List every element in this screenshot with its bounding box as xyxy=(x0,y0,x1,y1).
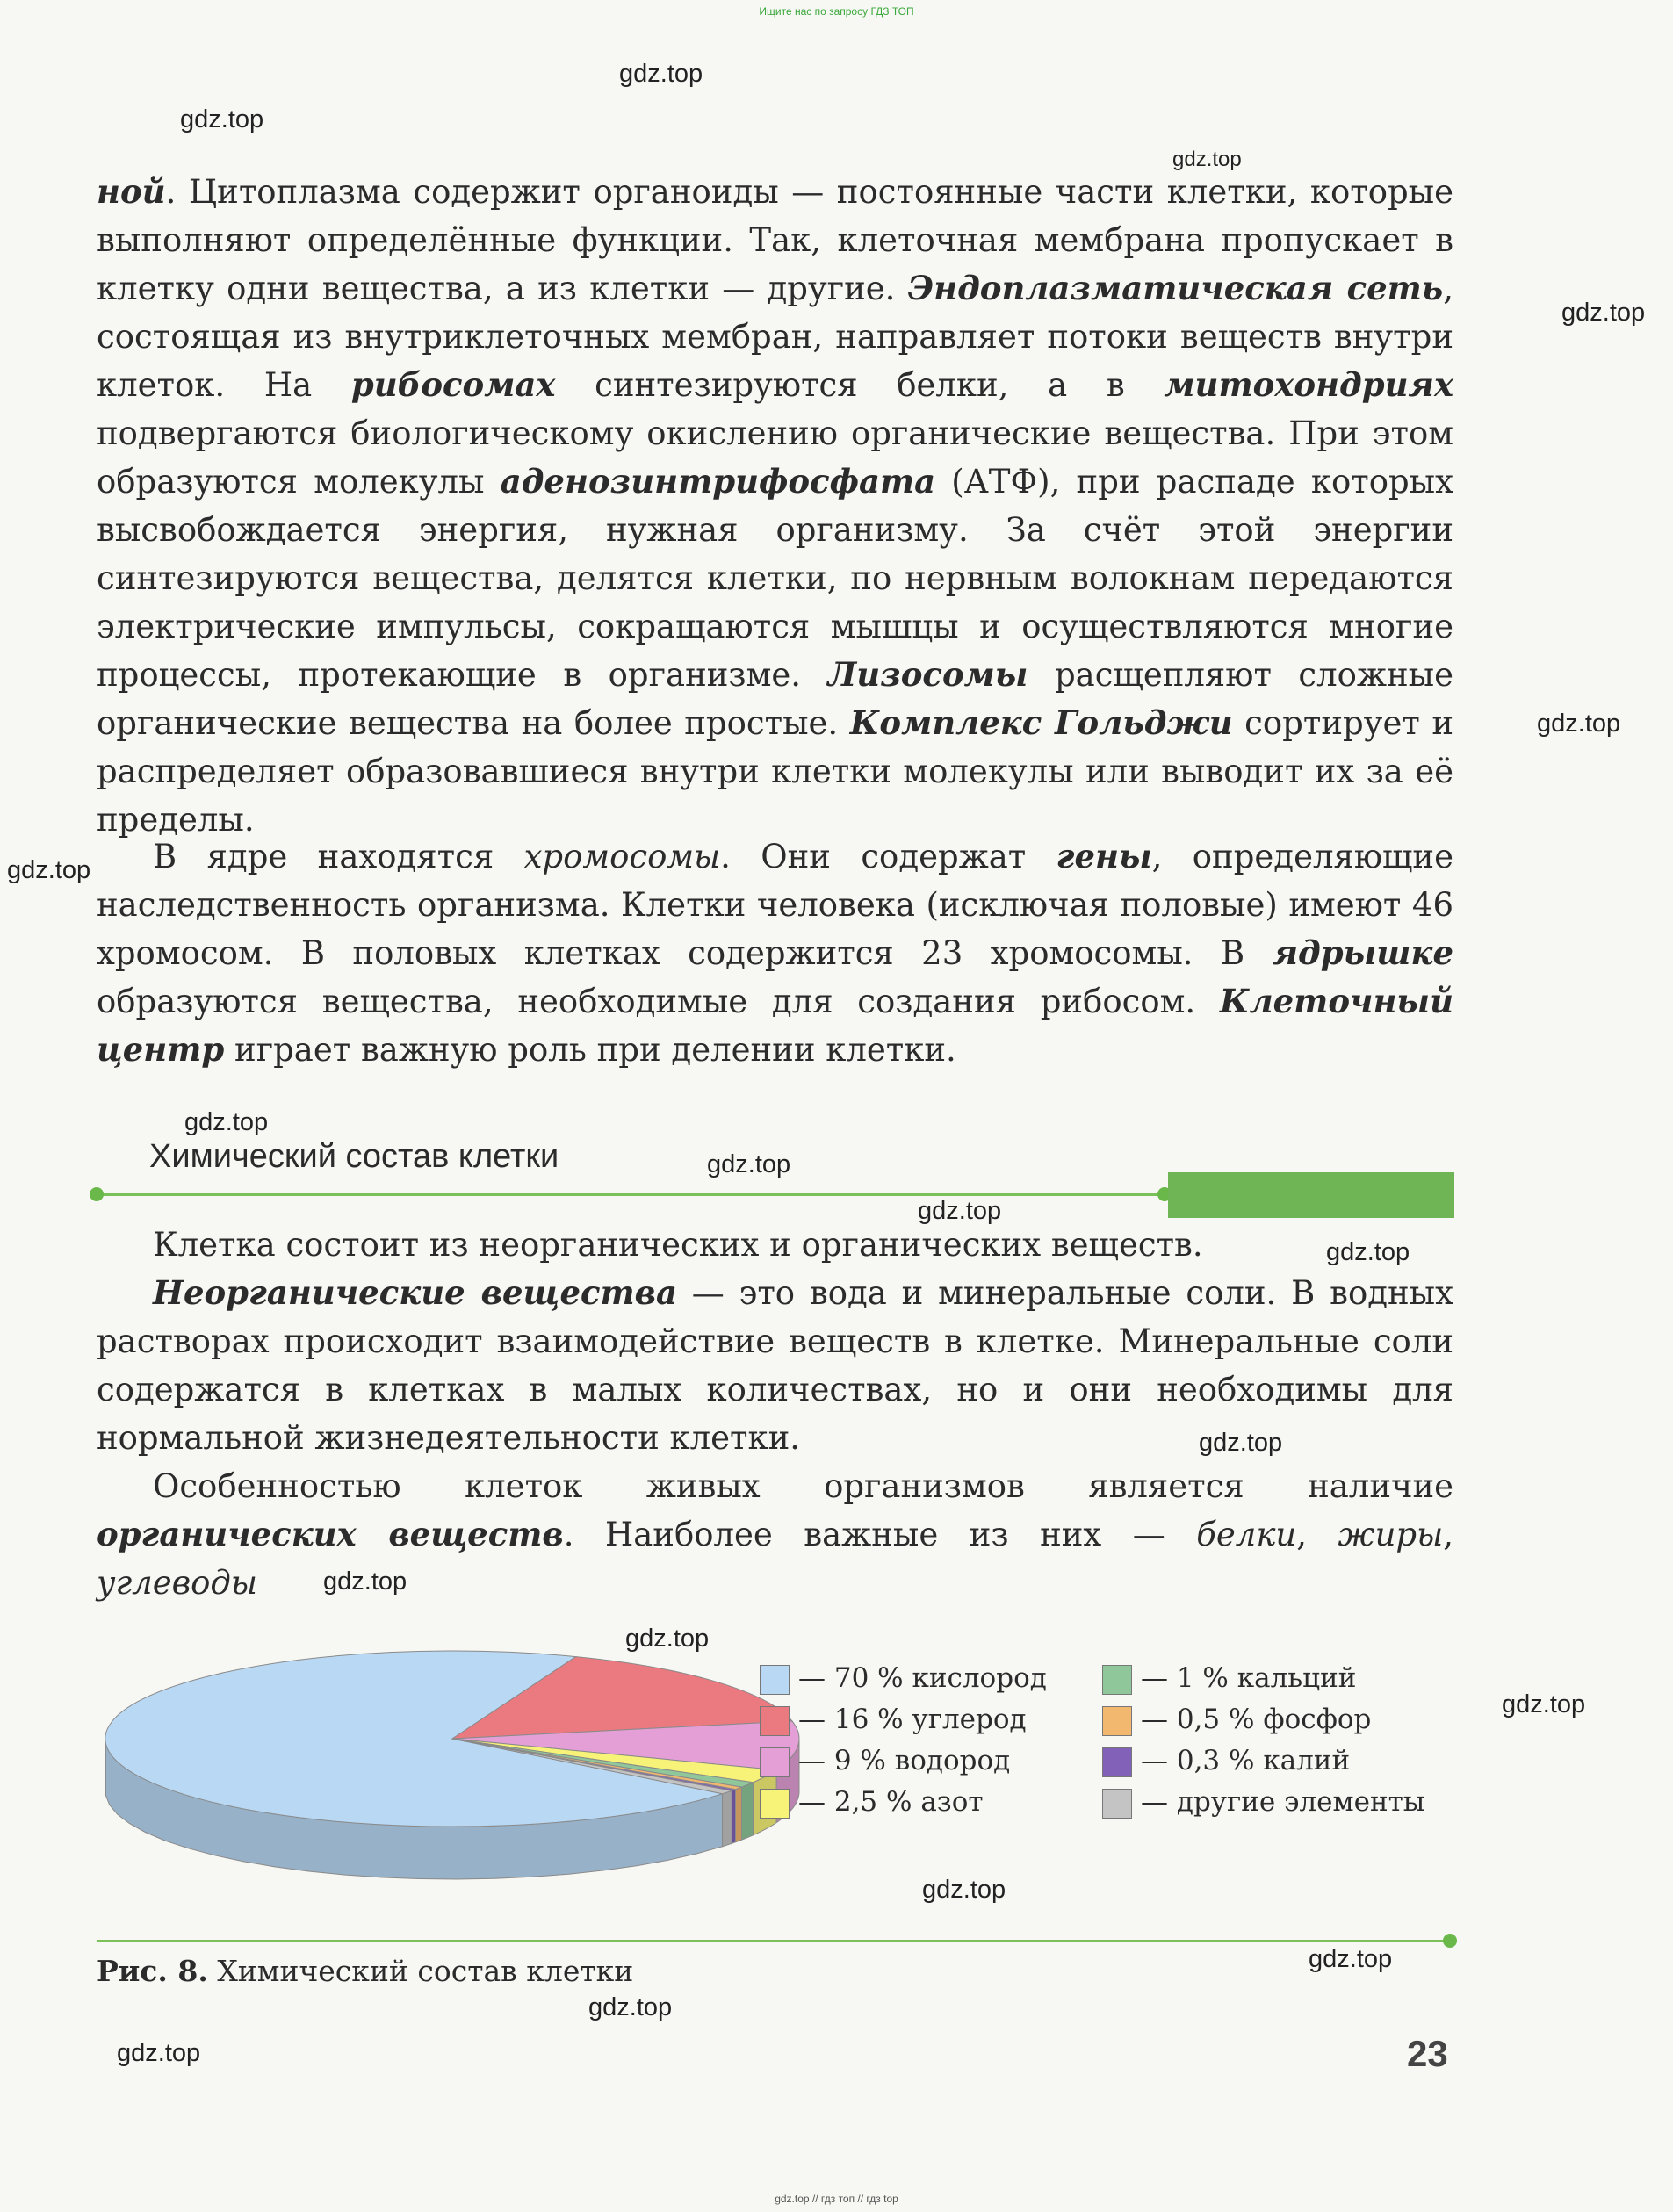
pie-side-6 xyxy=(732,1790,735,1844)
watermark: gdz.top xyxy=(1172,148,1242,171)
pie-side-5 xyxy=(736,1787,742,1842)
watermark: gdz.top xyxy=(625,1625,710,1653)
pie-side-4 xyxy=(742,1783,754,1840)
text-run: синтезируются белки, а в xyxy=(555,366,1165,404)
bottom-banner: gdz.top // гдз топ // гдз top xyxy=(775,2193,898,2205)
legend-label: — 70 % кислород xyxy=(798,1662,1047,1694)
text-run: В ядре находятся xyxy=(153,838,524,875)
watermark: gdz.top xyxy=(588,1993,673,2021)
watermark: gdz.top xyxy=(180,105,264,133)
watermark: gdz.top xyxy=(117,2039,201,2067)
paragraph-nucleus xyxy=(97,832,1453,1074)
text-run: . Цитоплазма содержит органоиды — постоянные части клетки, которые выполняют определённые функции. Так, клеточная мембрана пропускает в клетку одни вещества, а из клетки — другие. xyxy=(97,173,1453,307)
section-title: Химический состав клетки xyxy=(149,1138,559,1175)
text-run: образуются вещества, необходимые для создания рибосом. xyxy=(97,983,1220,1020)
legend-swatch xyxy=(1102,1665,1132,1695)
term-emphasis: ной xyxy=(97,172,166,211)
legend-swatch xyxy=(1102,1747,1132,1777)
legend-label: — другие элементы xyxy=(1141,1786,1425,1818)
legend-item xyxy=(760,1662,1047,1695)
paragraph-inorganic xyxy=(97,1269,1453,1462)
text-run: Клетка состоит из неорганических и органических веществ. xyxy=(153,1226,1203,1264)
legend-item xyxy=(1102,1786,1424,1819)
watermark: gdz.top xyxy=(1537,710,1621,738)
section-divider xyxy=(97,1193,1164,1196)
legend-label: — 2,5 % азот xyxy=(798,1786,984,1818)
text-run: Особенностью клеток живых организмов является наличие xyxy=(153,1467,1453,1505)
legend-label: — 16 % углерод xyxy=(798,1704,1027,1735)
figure-caption xyxy=(97,1954,633,1988)
legend-item xyxy=(760,1786,984,1819)
legend-label: — 1 % кальций xyxy=(1141,1662,1357,1694)
legend-swatch xyxy=(760,1789,790,1819)
text-run: , состоящая из внутриклеточных мембран, направляет потоки веществ внутри клеток. На xyxy=(97,270,1453,404)
term-emphasis: аденозинтрифосфата xyxy=(500,462,936,501)
term-italic: жиры xyxy=(1338,1516,1444,1553)
watermark: gdz.top xyxy=(7,856,91,884)
text-run: подвергаются биологическому окислению органические вещества. При этом образуются молекулы xyxy=(97,414,1453,501)
legend-item xyxy=(1102,1704,1371,1736)
caption-divider xyxy=(97,1940,1449,1942)
watermark: gdz.top xyxy=(1502,1690,1586,1718)
term-italic: хромосомы xyxy=(523,838,721,875)
legend-swatch xyxy=(760,1706,790,1736)
legend-swatch xyxy=(1102,1789,1132,1819)
term-emphasis: ядрышке xyxy=(1272,933,1453,972)
watermark: gdz.top xyxy=(922,1876,1006,1904)
watermark: gdz.top xyxy=(707,1150,791,1178)
text-run: , xyxy=(1296,1516,1338,1553)
legend-swatch xyxy=(760,1665,790,1695)
legend-item xyxy=(1102,1662,1356,1695)
watermark: gdz.top xyxy=(1199,1429,1283,1457)
text-run: — это вода и минеральные соли. В водных растворах происходит взаимодействие веществ в клетке. Минеральные соли содержатся в клетках в малых количествах, но и они необходимы для нормальной жизнедеятельности клетки. xyxy=(97,1274,1453,1457)
text-run: (АТФ), при распаде которых высвобождается энергия, нужная организму. За счёт этой энергии синтезируются вещества, делятся клетки, по нервным волокнам передаются электрические импульсы, сокращаются мышцы и осуществляются многие процессы, протекающие в организме. xyxy=(97,463,1454,694)
watermark: gdz.top xyxy=(918,1197,1002,1225)
text-run: . Они содержат xyxy=(720,838,1056,875)
paragraph-organoids xyxy=(97,168,1453,844)
watermark: gdz.top xyxy=(1561,299,1646,327)
term-emphasis: митохондриях xyxy=(1164,365,1453,404)
pie-chart xyxy=(92,1642,812,1906)
text-run: расщепляют сложные органические вещества на более простые. xyxy=(97,656,1453,742)
term-emphasis: гены xyxy=(1056,837,1152,875)
legend-swatch xyxy=(1102,1706,1132,1736)
legend-label: — 9 % водород xyxy=(798,1745,1011,1776)
watermark: gdz.top xyxy=(1326,1238,1410,1266)
term-italic: углеводы xyxy=(97,1564,258,1602)
top-banner: Ищите нас по запросу ГДЗ ТОП xyxy=(759,5,914,18)
pie-side-7 xyxy=(723,1790,732,1846)
text-run: , определяющие наследственность организма. Клетки человека (исключая половые) имеют 46 хромосом. В половых клетках содержится 23 хромосомы. В xyxy=(97,838,1453,972)
term-emphasis: рибосомах xyxy=(350,365,556,404)
text-run: сортирует и распределяет образовавшиеся внутри клетки молекулы или выводит их за её пределы. xyxy=(97,704,1453,839)
legend-item xyxy=(760,1704,1027,1736)
text-run: . Наиболее важные из них — xyxy=(563,1516,1197,1553)
watermark: gdz.top xyxy=(619,60,703,88)
divider-dot xyxy=(90,1187,104,1201)
watermark: gdz.top xyxy=(1309,1945,1393,1973)
legend-item xyxy=(760,1745,1010,1777)
divider-dot xyxy=(1443,1934,1457,1948)
page-number: 23 xyxy=(1407,2033,1448,2074)
legend-swatch xyxy=(760,1747,790,1777)
text-run: , xyxy=(1443,1516,1454,1553)
legend-item xyxy=(1102,1745,1350,1777)
term-emphasis: Неорганические вещества xyxy=(153,1273,677,1312)
section-accent-bar xyxy=(1168,1172,1454,1218)
term-emphasis: Комплекс Гольджи xyxy=(849,703,1233,742)
paragraph-composition xyxy=(97,1221,1453,1269)
figure-caption-text: Химический состав клетки xyxy=(217,1954,634,1988)
figure-number: Рис. 8. xyxy=(97,1954,208,1988)
term-italic: белки xyxy=(1196,1516,1297,1553)
text-run: играет важную роль при делении клетки. xyxy=(224,1031,956,1069)
watermark: gdz.top xyxy=(323,1567,407,1596)
legend-label: — 0,3 % калий xyxy=(1141,1745,1351,1776)
term-emphasis: Эндоплазматическая сеть xyxy=(907,269,1444,307)
watermark: gdz.top xyxy=(184,1108,269,1136)
term-emphasis: Клеточный центр xyxy=(97,982,1453,1069)
legend-label: — 0,5 % фосфор xyxy=(1141,1704,1372,1735)
term-emphasis: органических веществ xyxy=(97,1515,564,1553)
term-emphasis: Лизосомы xyxy=(827,655,1028,694)
paragraph-organic xyxy=(97,1462,1453,1607)
